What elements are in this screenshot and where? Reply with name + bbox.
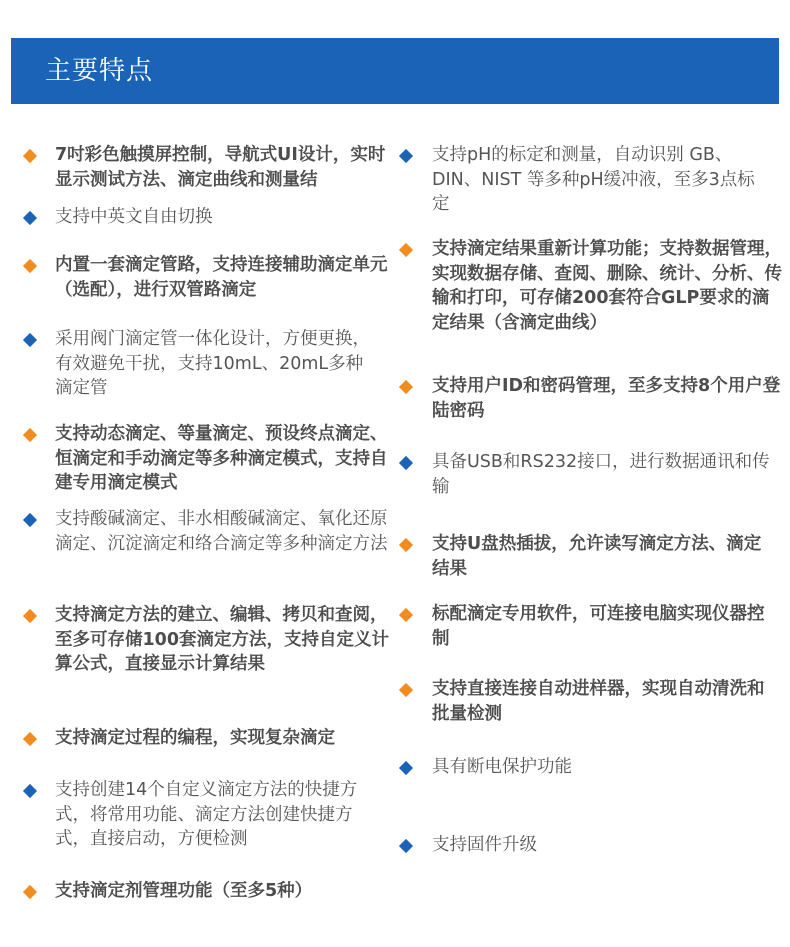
blue-diamond-icon bbox=[23, 784, 37, 798]
feature-text: 支持滴定结果重新计算功能；支持数据管理，实现数据存储、查阅、删除、统计、分析、传输和打印，可存储200套符合GLP要求的滴定结果（含滴定曲线） bbox=[432, 239, 782, 333]
section-header bbox=[11, 38, 779, 104]
section-title: 主要特点 bbox=[45, 56, 154, 86]
feature-text: 标配滴定专用软件，可连接电脑实现仪器控制 bbox=[432, 604, 765, 649]
orange-diamond-icon bbox=[23, 609, 37, 623]
blue-diamond-icon bbox=[23, 333, 37, 347]
feature-text: 支持用户ID和密码管理，至多支持8个用户登陆密码 bbox=[432, 376, 781, 421]
orange-diamond-icon bbox=[23, 259, 37, 273]
blue-diamond-icon bbox=[399, 149, 413, 163]
feature-text: 7吋彩色触摸屏控制，导航式UI设计，实时显示测试方法、滴定曲线和测量结 bbox=[55, 145, 386, 190]
orange-diamond-icon bbox=[23, 149, 37, 163]
orange-diamond-icon bbox=[399, 243, 413, 257]
orange-diamond-icon bbox=[23, 428, 37, 442]
orange-diamond-icon bbox=[399, 683, 413, 697]
feature-text: 采用阀门滴定管一体化设计，方便更换，有效避免干扰，支持10mL、20mL多种滴定管 bbox=[55, 329, 370, 398]
orange-diamond-icon bbox=[23, 732, 37, 746]
feature-text: 支持固件升级 bbox=[432, 835, 537, 855]
feature-text: 支持滴定剂管理功能（至多5种） bbox=[55, 881, 313, 901]
feature-text: 支持U盘热插拔，允许读写滴定方法、滴定结果 bbox=[432, 534, 762, 579]
blue-diamond-icon bbox=[399, 456, 413, 470]
orange-diamond-icon bbox=[399, 538, 413, 552]
feature-text: 支持pH的标定和测量，自动识别 GB、DIN、NIST 等多种pH缓冲液，至多3点标定 bbox=[432, 145, 755, 214]
feature-text: 支持滴定过程的编程，实现复杂滴定 bbox=[55, 728, 335, 748]
blue-diamond-icon bbox=[23, 513, 37, 527]
blue-diamond-icon bbox=[399, 839, 413, 853]
blue-diamond-icon bbox=[399, 761, 413, 775]
orange-diamond-icon bbox=[399, 380, 413, 394]
feature-text: 具备USB和RS232接口，进行数据通讯和传输 bbox=[432, 452, 770, 497]
feature-text: 支持直接连接自动进样器，实现自动清洗和批量检测 bbox=[432, 679, 765, 724]
feature-text: 具有断电保护功能 bbox=[432, 757, 572, 777]
feature-text: 支持创建14个自定义滴定方法的快捷方式，将常用功能、滴定方法创建快捷方式，直接启动，方便检测 bbox=[55, 780, 358, 849]
feature-text: 支持动态滴定、等量滴定、预设终点滴定、恒滴定和手动滴定等多种滴定模式，支持自建专用滴定模式 bbox=[55, 424, 388, 493]
feature-text: 支持酸碱滴定、非水相酸碱滴定、氧化还原滴定、沉淀滴定和络合滴定等多种滴定方法 bbox=[55, 509, 388, 554]
feature-text: 支持中英文自由切换 bbox=[55, 207, 213, 227]
orange-diamond-icon bbox=[399, 608, 413, 622]
orange-diamond-icon bbox=[23, 885, 37, 899]
feature-text: 内置一套滴定管路，支持连接辅助滴定单元（选配），进行双管路滴定 bbox=[55, 255, 388, 300]
feature-text: 支持滴定方法的建立、编辑、拷贝和查阅，至多可存储100套滴定方法，支持自定义计算公式，直接显示计算结果 bbox=[55, 605, 390, 674]
blue-diamond-icon bbox=[23, 211, 37, 225]
